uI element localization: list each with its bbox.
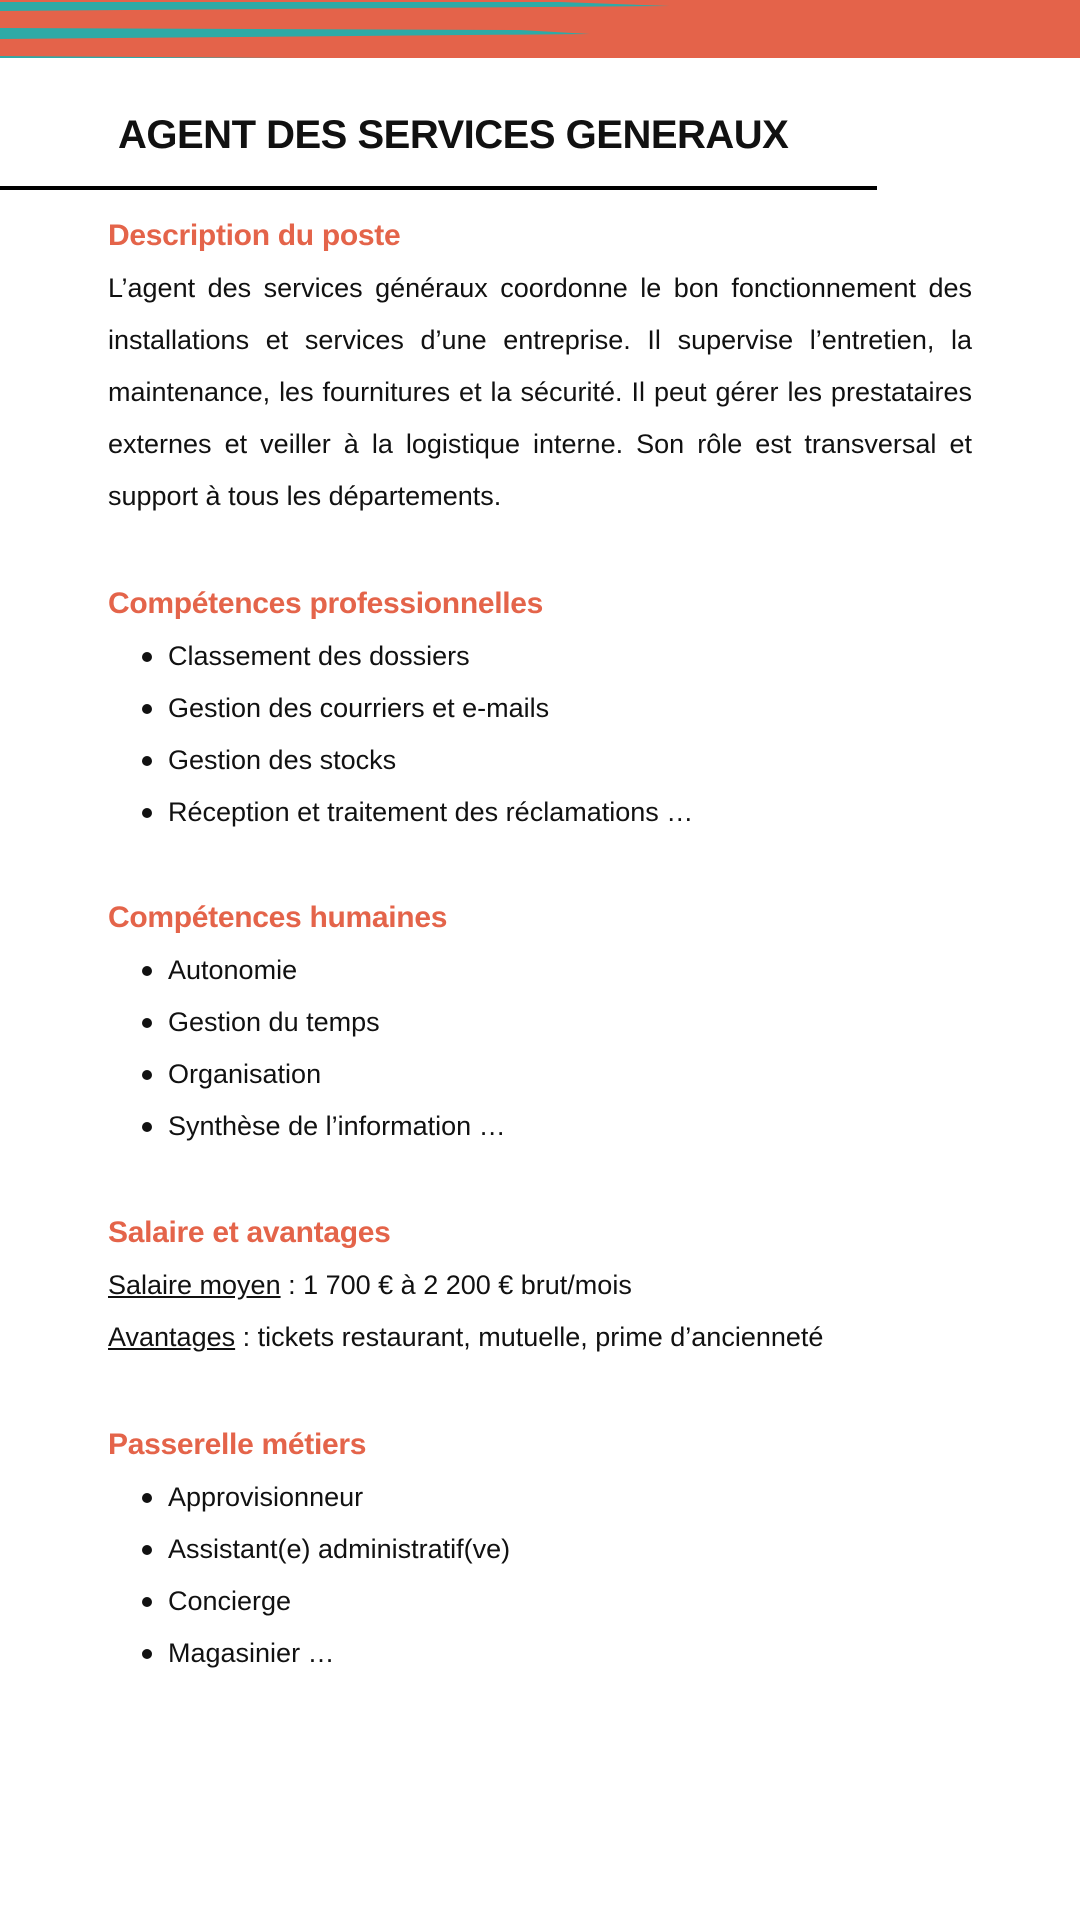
description-section xyxy=(108,210,972,522)
list-item: Classement des dossiers xyxy=(168,630,972,682)
human-skills-list xyxy=(108,944,972,1152)
list-item: Autonomie xyxy=(168,944,972,996)
description-heading: Description du poste xyxy=(108,219,401,252)
title-divider xyxy=(0,186,877,190)
list-item: Gestion des courriers et e-mails xyxy=(168,682,972,734)
list-item: Gestion des stocks xyxy=(168,734,972,786)
benefits-line xyxy=(108,1311,972,1363)
list-item: Synthèse de l’information … xyxy=(168,1100,972,1152)
salary-heading: Salaire et avantages xyxy=(108,1216,391,1249)
page-title: AGENT DES SERVICES GENERAUX xyxy=(118,113,789,157)
human-skills-heading: Compétences humaines xyxy=(108,901,448,934)
list-item: Approvisionneur xyxy=(168,1471,972,1523)
bridges-heading: Passerelle métiers xyxy=(108,1428,367,1461)
human-skills-section xyxy=(108,892,972,1152)
salary-label: Salaire moyen xyxy=(108,1270,281,1300)
pro-skills-list xyxy=(108,630,972,838)
bridges-section xyxy=(108,1419,972,1679)
list-item: Réception et traitement des réclamations … xyxy=(168,786,972,838)
benefits-value: : tickets restaurant, mutuelle, prime d’ancienneté xyxy=(235,1322,824,1352)
bridges-list xyxy=(108,1471,972,1679)
salary-line xyxy=(108,1259,972,1311)
list-item: Magasinier … xyxy=(168,1627,972,1679)
list-item: Organisation xyxy=(168,1048,972,1100)
pro-skills-section xyxy=(108,578,972,838)
description-text: L’agent des services généraux coordonne le bon fonctionnement des installations et services d’une entreprise. Il supervise l’entretien, la maintenance, les fournitures et la sécurité. Il peut gérer les prestataires externes et veiller à la logistique interne. Son rôle est transversal et support à tous les départements. xyxy=(108,273,972,511)
salary-section xyxy=(108,1207,972,1363)
pro-skills-heading: Compétences professionnelles xyxy=(108,587,544,620)
list-item: Gestion du temps xyxy=(168,996,972,1048)
list-item: Concierge xyxy=(168,1575,972,1627)
benefits-label: Avantages xyxy=(108,1322,236,1352)
header-banner xyxy=(0,0,1080,58)
list-item: Assistant(e) administratif(ve) xyxy=(168,1523,972,1575)
salary-value: : 1 700 € à 2 200 € brut/mois xyxy=(280,1270,632,1300)
